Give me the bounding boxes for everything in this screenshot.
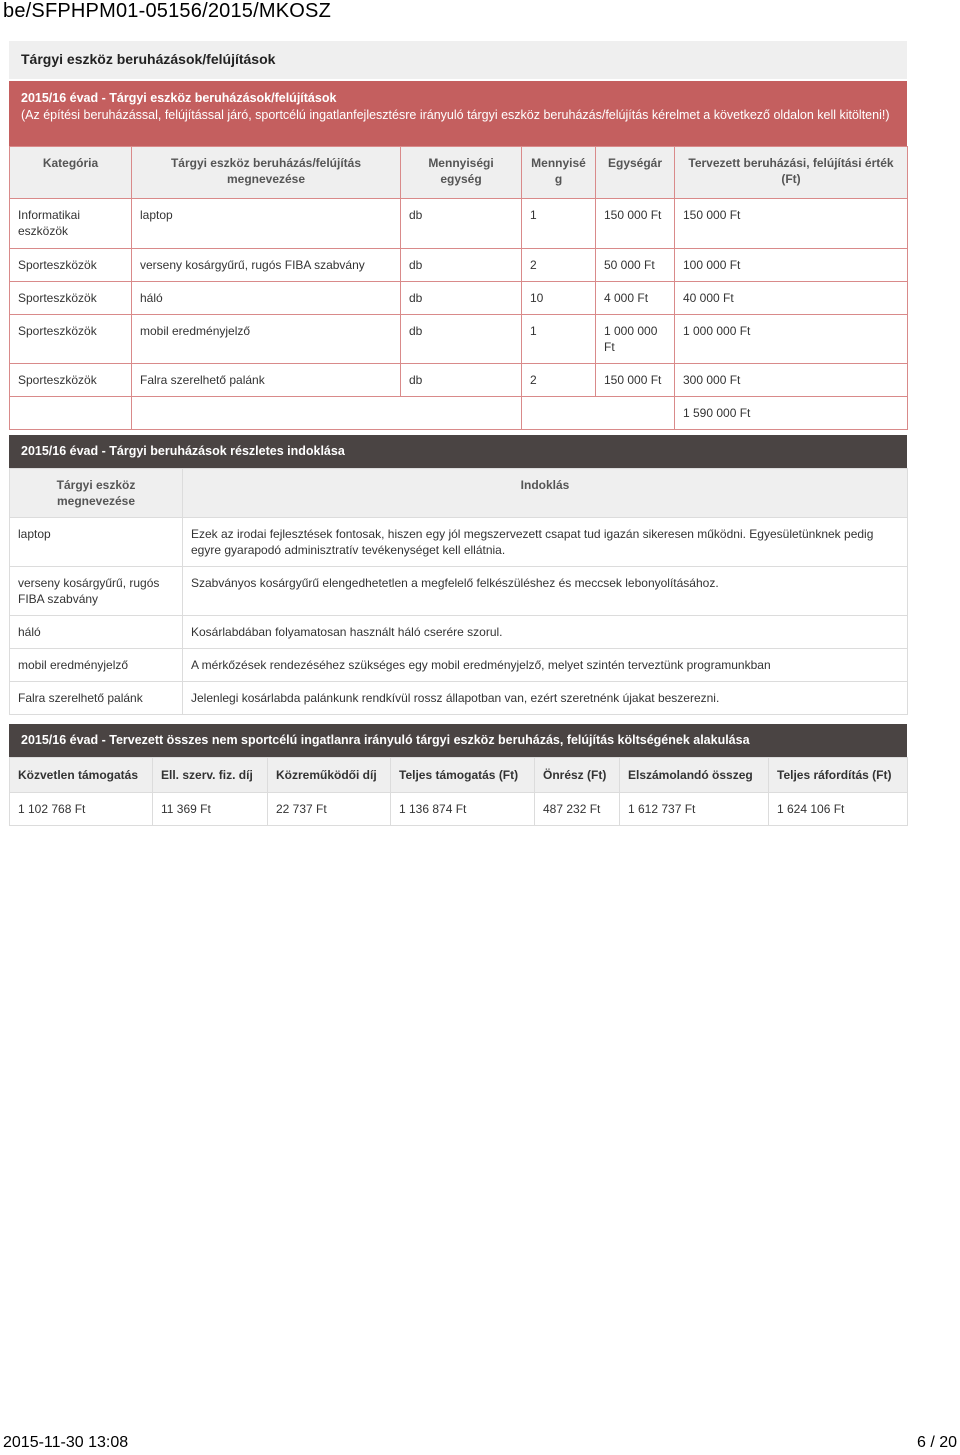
document-id: be/SFPHPM01-05156/2015/MKOSZ <box>3 0 331 22</box>
cell-quantity: 1 <box>522 315 596 364</box>
table-row <box>10 616 908 649</box>
col-header: Tárgyi eszköz megnevezése <box>10 469 183 518</box>
cell-direct-support: 1 102 768 Ft <box>10 793 153 826</box>
empty-cell <box>10 397 132 430</box>
cell-item: verseny kosárgyűrű, rugós FIBA szabvány <box>132 249 401 282</box>
col-header: Elszámolandó összeg <box>620 758 769 793</box>
col-header: Teljes támogatás (Ft) <box>391 758 535 793</box>
cell-total-expenditure: 1 624 106 Ft <box>769 793 908 826</box>
cell-justification: Kosárlabdában folyamatosan használt háló cserére szorul. <box>183 616 908 649</box>
table-header-row <box>10 758 908 793</box>
table3-header: 2015/16 évad - Tervezett összes nem sportcélú ingatlanra irányuló tárgyi eszköz beruházás, felújítás költségének alakulása <box>9 724 907 757</box>
cell-item: háló <box>10 616 183 649</box>
cell-item: verseny kosárgyűrű, rugós FIBA szabvány <box>10 567 183 616</box>
cell-unit-price: 50 000 Ft <box>596 249 675 282</box>
cell-category: Sporteszközök <box>10 249 132 282</box>
cell-value: 300 000 Ft <box>675 364 908 397</box>
cell-category: Sporteszközök <box>10 364 132 397</box>
col-header: Teljes ráfordítás (Ft) <box>769 758 908 793</box>
cell-quantity: 2 <box>522 364 596 397</box>
table1-header <box>9 81 907 146</box>
cell-value: 150 000 Ft <box>675 199 908 249</box>
cell-accountable-amount: 1 612 737 Ft <box>620 793 769 826</box>
cell-unit-price: 150 000 Ft <box>596 364 675 397</box>
table-row <box>10 199 908 249</box>
empty-cell <box>522 397 675 430</box>
cell-unit: db <box>401 364 522 397</box>
cell-unit: db <box>401 282 522 315</box>
col-header: Mennyiségi egység <box>401 147 522 199</box>
col-header: Önrész (Ft) <box>535 758 620 793</box>
cell-item: Falra szerelhető palánk <box>10 682 183 715</box>
cell-item: Falra szerelhető palánk <box>132 364 401 397</box>
investments-table <box>9 146 908 430</box>
total-value: 1 590 000 Ft <box>675 397 908 430</box>
cell-category: Sporteszközök <box>10 315 132 364</box>
col-header: Kategória <box>10 147 132 199</box>
col-header: Egységár <box>596 147 675 199</box>
total-row <box>10 397 908 430</box>
table1-note: (Az építési beruházással, felújítással járó, sportcélú ingatlanfejlesztésre irányuló tárgyi eszköz beruházás/felújítás kérelmet a következő oldalon kell kitölteni!) <box>21 108 890 122</box>
section-title: Tárgyi eszköz beruházások/felújítások <box>9 41 907 79</box>
table-row <box>10 567 908 616</box>
cell-control-fee: 11 369 Ft <box>153 793 268 826</box>
cell-value: 40 000 Ft <box>675 282 908 315</box>
table-row <box>10 364 908 397</box>
col-header: Tervezett beruházási, felújítási érték (Ft) <box>675 147 908 199</box>
cell-item: mobil eredményjelző <box>10 649 183 682</box>
footer-datetime: 2015-11-30 13:08 <box>3 1434 129 1451</box>
cell-item: mobil eredményjelző <box>132 315 401 364</box>
col-header: Közreműködői díj <box>268 758 391 793</box>
table-row <box>10 315 908 364</box>
col-header: Mennyiség <box>522 147 596 199</box>
table2-header: 2015/16 évad - Tárgyi beruházások részletes indoklása <box>9 435 907 468</box>
table-row <box>10 518 908 567</box>
cell-item: laptop <box>132 199 401 249</box>
cell-quantity: 2 <box>522 249 596 282</box>
footer-page-number: 6 / 20 <box>916 1434 957 1451</box>
cell-category: Informatikai eszközök <box>10 199 132 249</box>
cost-summary-table <box>9 757 908 826</box>
table1-title: 2015/16 évad - Tárgyi eszköz beruházások/felújítások <box>21 91 337 105</box>
cell-justification: Szabványos kosárgyűrű elengedhetetlen a megfelelő felkészüléshez és meccsek lebonyolításához. <box>183 567 908 616</box>
justification-table <box>9 468 908 715</box>
cell-value: 1 000 000 Ft <box>675 315 908 364</box>
cell-unit: db <box>401 249 522 282</box>
cell-total-support: 1 136 874 Ft <box>391 793 535 826</box>
cell-unit-price: 4 000 Ft <box>596 282 675 315</box>
table-row <box>10 282 908 315</box>
col-header: Indoklás <box>183 469 908 518</box>
empty-cell <box>132 397 522 430</box>
cell-item: laptop <box>10 518 183 567</box>
cell-justification: Jelenlegi kosárlabda palánkunk rendkívül rossz állapotban van, ezért szeretnénk újakat beszerezni. <box>183 682 908 715</box>
cell-unit: db <box>401 315 522 364</box>
table-row <box>10 249 908 282</box>
cell-unit-price: 150 000 Ft <box>596 199 675 249</box>
cell-unit: db <box>401 199 522 249</box>
table-row <box>10 682 908 715</box>
cell-item: háló <box>132 282 401 315</box>
table-header-row <box>10 469 908 518</box>
table-row <box>10 793 908 826</box>
col-header: Tárgyi eszköz beruházás/felújítás megnevezése <box>132 147 401 199</box>
col-header: Közvetlen támogatás <box>10 758 153 793</box>
cell-own-share: 487 232 Ft <box>535 793 620 826</box>
cell-intermediary-fee: 22 737 Ft <box>268 793 391 826</box>
cell-value: 100 000 Ft <box>675 249 908 282</box>
col-header: Ell. szerv. fiz. díj <box>153 758 268 793</box>
cell-unit-price: 1 000 000 Ft <box>596 315 675 364</box>
table-header-row <box>10 147 908 199</box>
cell-quantity: 10 <box>522 282 596 315</box>
cell-justification: Ezek az irodai fejlesztések fontosak, hiszen egy jól megszervezett csapat tud igazán sikeresen működni. Egyesületünknek pedig egyre gyarapodó adminisztratív tevékenységet kell ellátnia. <box>183 518 908 567</box>
cell-quantity: 1 <box>522 199 596 249</box>
cell-category: Sporteszközök <box>10 282 132 315</box>
cell-justification: A mérkőzések rendezéséhez szükséges egy mobil eredményjelző, melyet szintén terveztünk programunkban <box>183 649 908 682</box>
table-row <box>10 649 908 682</box>
